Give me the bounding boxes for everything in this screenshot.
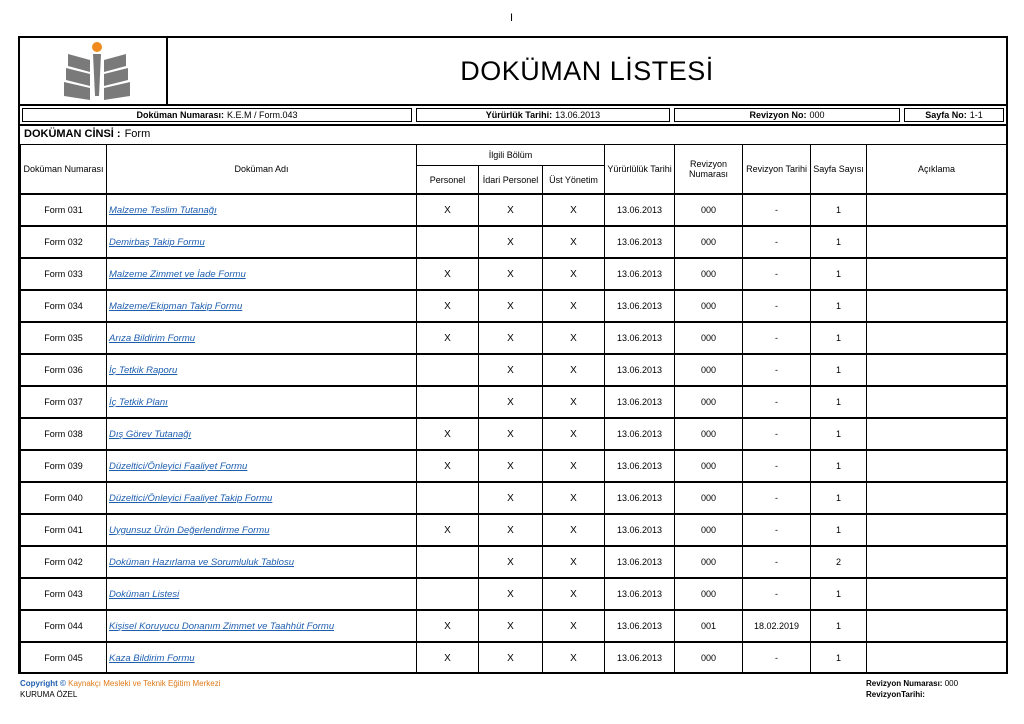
row-pages: 1 (811, 610, 867, 642)
header-rev-no: Revizyon Numarası (675, 145, 743, 195)
row-effective-date: 13.06.2013 (605, 642, 675, 674)
row-revision-date: - (743, 418, 811, 450)
row-note (867, 578, 1007, 610)
row-pages: 1 (811, 482, 867, 514)
document-link[interactable]: Demirbaş Takip Formu (109, 236, 205, 248)
doc-number-box (22, 108, 412, 122)
row-revision-no: 000 (675, 322, 743, 354)
row-pages: 1 (811, 514, 867, 546)
row-personel: X (417, 418, 479, 450)
row-code: Form 045 (21, 642, 107, 674)
row-note (867, 514, 1007, 546)
row-effective-date: 13.06.2013 (605, 578, 675, 610)
row-ust: X (543, 514, 605, 546)
document-frame (18, 36, 1008, 674)
row-effective-date: 13.06.2013 (605, 514, 675, 546)
row-name (107, 546, 417, 578)
row-idari: X (479, 546, 543, 578)
row-note (867, 386, 1007, 418)
row-ust: X (543, 610, 605, 642)
row-revision-date: - (743, 578, 811, 610)
document-link[interactable]: Malzeme Teslim Tutanağı (109, 204, 217, 216)
row-code: Form 034 (21, 290, 107, 322)
footer-left (20, 678, 220, 700)
row-idari: X (479, 258, 543, 290)
document-header (20, 38, 1006, 106)
header-dept-group: İlgili Bölüm (417, 145, 605, 166)
document-link[interactable]: İç Tetkik Planı (109, 396, 168, 408)
effective-date-label: Yürürlük Tarihi: (485, 110, 553, 120)
row-note (867, 546, 1007, 578)
row-effective-date: 13.06.2013 (605, 482, 675, 514)
row-effective-date: 13.06.2013 (605, 322, 675, 354)
row-code: Form 038 (21, 418, 107, 450)
row-effective-date: 13.06.2013 (605, 354, 675, 386)
row-idari: X (479, 290, 543, 322)
footer-rev-no-value: 000 (944, 679, 959, 688)
page-number-label: Sayfa No: (925, 110, 967, 120)
header-personel: Personel (417, 166, 479, 195)
row-idari: X (479, 450, 543, 482)
row-personel (417, 578, 479, 610)
row-revision-no: 000 (675, 226, 743, 258)
row-personel (417, 226, 479, 258)
header-idari: İdari Personel (479, 166, 543, 195)
row-note (867, 482, 1007, 514)
row-note (867, 194, 1007, 226)
row-revision-date: - (743, 546, 811, 578)
table-row (21, 354, 1007, 386)
table-row (21, 450, 1007, 482)
row-note (867, 290, 1007, 322)
table-row (21, 194, 1007, 226)
row-name (107, 642, 417, 674)
row-code: Form 044 (21, 610, 107, 642)
row-pages: 1 (811, 642, 867, 674)
row-revision-date: - (743, 290, 811, 322)
row-effective-date: 13.06.2013 (605, 290, 675, 322)
row-name (107, 450, 417, 482)
doc-number-label: Doküman Numarası: (136, 110, 224, 120)
document-link[interactable]: Kişisel Koruyucu Donanım Zimmet ve Taahhüt Formu (109, 620, 335, 632)
row-personel (417, 386, 479, 418)
row-revision-no: 000 (675, 258, 743, 290)
row-ust: X (543, 642, 605, 674)
row-note (867, 450, 1007, 482)
row-personel: X (417, 258, 479, 290)
row-ust: X (543, 258, 605, 290)
header-doc-no: Doküman Numarası (21, 145, 107, 195)
row-revision-no: 000 (675, 578, 743, 610)
row-note (867, 642, 1007, 674)
row-pages: 1 (811, 450, 867, 482)
row-revision-date: 18.02.2019 (743, 610, 811, 642)
row-name (107, 386, 417, 418)
row-code: Form 041 (21, 514, 107, 546)
row-code: Form 043 (21, 578, 107, 610)
table-row (21, 322, 1007, 354)
row-revision-no: 000 (675, 642, 743, 674)
row-revision-date: - (743, 226, 811, 258)
row-idari: X (479, 386, 543, 418)
row-note (867, 418, 1007, 450)
row-name (107, 418, 417, 450)
table-row (21, 546, 1007, 578)
row-pages: 1 (811, 322, 867, 354)
row-revision-no: 000 (675, 482, 743, 514)
row-revision-date: - (743, 194, 811, 226)
document-link[interactable]: Dış Görev Tutanağı (109, 428, 192, 440)
row-pages: 1 (811, 290, 867, 322)
row-personel: X (417, 322, 479, 354)
row-note (867, 354, 1007, 386)
row-effective-date: 13.06.2013 (605, 258, 675, 290)
row-code: Form 039 (21, 450, 107, 482)
restriction-text: KURUMA ÖZEL (20, 690, 78, 699)
row-name (107, 610, 417, 642)
row-effective-date: 13.06.2013 (605, 386, 675, 418)
row-revision-date: - (743, 354, 811, 386)
row-idari: X (479, 418, 543, 450)
row-ust: X (543, 194, 605, 226)
row-code: Form 035 (21, 322, 107, 354)
info-bar (20, 106, 1006, 126)
header-note: Açıklama (867, 145, 1007, 195)
row-pages: 1 (811, 386, 867, 418)
row-code: Form 036 (21, 354, 107, 386)
copyright-text: Copyright © (20, 679, 66, 688)
row-ust: X (543, 482, 605, 514)
row-pages: 1 (811, 194, 867, 226)
row-code: Form 040 (21, 482, 107, 514)
table-row (21, 418, 1007, 450)
row-revision-date: - (743, 514, 811, 546)
row-ust: X (543, 418, 605, 450)
footer-rev-no-label: Revizyon Numarası: (866, 679, 943, 688)
row-revision-no: 000 (675, 546, 743, 578)
row-personel: X (417, 610, 479, 642)
footer-right (866, 678, 958, 700)
doc-type-label: DOKÜMAN CİNSİ : (24, 128, 121, 140)
row-personel: X (417, 290, 479, 322)
row-idari: X (479, 226, 543, 258)
row-name (107, 482, 417, 514)
row-effective-date: 13.06.2013 (605, 418, 675, 450)
document-link[interactable]: Uygunsuz Ürün Değerlendirme Formu (109, 524, 270, 536)
row-revision-date: - (743, 322, 811, 354)
row-idari: X (479, 610, 543, 642)
doc-type (24, 128, 150, 140)
row-personel: X (417, 194, 479, 226)
doc-number-value: K.E.M / Form.043 (227, 110, 298, 120)
row-ust: X (543, 290, 605, 322)
doc-type-value: Form (124, 128, 151, 140)
row-revision-date: - (743, 482, 811, 514)
row-code: Form 037 (21, 386, 107, 418)
row-effective-date: 13.06.2013 (605, 194, 675, 226)
row-code: Form 033 (21, 258, 107, 290)
row-idari: X (479, 482, 543, 514)
table-row (21, 482, 1007, 514)
document-link[interactable]: Kaza Bildirim Formu (109, 652, 195, 664)
page-number-box (904, 108, 1004, 122)
row-revision-date: - (743, 642, 811, 674)
row-idari: X (479, 354, 543, 386)
table-row (21, 258, 1007, 290)
row-name (107, 258, 417, 290)
effective-date-value: 13.06.2013 (555, 110, 601, 120)
row-idari: X (479, 642, 543, 674)
row-note (867, 322, 1007, 354)
row-revision-no: 000 (675, 514, 743, 546)
row-revision-no: 000 (675, 194, 743, 226)
row-idari: X (479, 578, 543, 610)
row-revision-date: - (743, 386, 811, 418)
row-effective-date: 13.06.2013 (605, 546, 675, 578)
row-revision-date: - (743, 258, 811, 290)
row-ust: X (543, 546, 605, 578)
revision-box (674, 108, 900, 122)
row-name (107, 514, 417, 546)
header-rev-date: Revizyon Tarihi (743, 145, 811, 195)
row-name (107, 354, 417, 386)
row-pages: 1 (811, 258, 867, 290)
page-title: DOKÜMAN LİSTESİ (460, 55, 714, 86)
table-row (21, 514, 1007, 546)
row-effective-date: 13.06.2013 (605, 226, 675, 258)
logo (20, 38, 168, 104)
row-code: Form 032 (21, 226, 107, 258)
document-link[interactable]: Doküman Hazırlama ve Sorumluluk Tablosu (109, 556, 294, 568)
revision-label: Revizyon No: (749, 110, 807, 120)
row-note (867, 258, 1007, 290)
row-personel (417, 482, 479, 514)
effective-date-box (416, 108, 670, 122)
document-link[interactable]: Arıza Bildirim Formu (109, 332, 196, 344)
row-personel: X (417, 450, 479, 482)
row-code: Form 031 (21, 194, 107, 226)
row-personel (417, 354, 479, 386)
header-pages: Sayfa Sayısı (811, 145, 867, 195)
table-row (21, 226, 1007, 258)
table-row (21, 642, 1007, 674)
row-effective-date: 13.06.2013 (605, 610, 675, 642)
row-revision-no: 000 (675, 450, 743, 482)
revision-value: 000 (809, 110, 825, 120)
row-revision-no: 000 (675, 354, 743, 386)
row-personel (417, 546, 479, 578)
document-link[interactable]: İç Tetkik Raporu (109, 364, 178, 376)
row-note (867, 610, 1007, 642)
document-link[interactable]: Düzeltici/Önleyici Faaliyet Takip Formu (109, 492, 273, 504)
row-revision-no: 000 (675, 386, 743, 418)
document-link[interactable]: Malzeme Zimmet ve İade Formu (109, 268, 246, 280)
row-pages: 1 (811, 354, 867, 386)
top-mark: I (510, 12, 514, 24)
row-revision-date: - (743, 450, 811, 482)
header-effective: Yürürlülük Tarihi (605, 145, 675, 195)
row-idari: X (479, 322, 543, 354)
row-effective-date: 13.06.2013 (605, 450, 675, 482)
row-code: Form 042 (21, 546, 107, 578)
row-revision-no: 001 (675, 610, 743, 642)
document-table (20, 144, 1007, 674)
row-name (107, 322, 417, 354)
row-pages: 1 (811, 578, 867, 610)
row-revision-no: 000 (675, 290, 743, 322)
row-idari: X (479, 514, 543, 546)
header-ust: Üst Yönetim (543, 166, 605, 195)
row-revision-no: 000 (675, 418, 743, 450)
row-ust: X (543, 322, 605, 354)
row-personel: X (417, 514, 479, 546)
table-row (21, 610, 1007, 642)
document-link[interactable]: Düzeltici/Önleyici Faaliyet Formu (109, 460, 248, 472)
row-ust: X (543, 386, 605, 418)
document-link[interactable]: Doküman Listesi (109, 588, 180, 600)
row-pages: 2 (811, 546, 867, 578)
row-note (867, 226, 1007, 258)
row-name (107, 578, 417, 610)
table-row (21, 386, 1007, 418)
page-number-value: 1-1 (969, 110, 983, 120)
row-ust: X (543, 354, 605, 386)
row-ust: X (543, 450, 605, 482)
header-doc-name: Doküman Adı (107, 145, 417, 195)
row-ust: X (543, 226, 605, 258)
row-idari: X (479, 194, 543, 226)
row-ust: X (543, 578, 605, 610)
row-name (107, 226, 417, 258)
row-pages: 1 (811, 226, 867, 258)
row-name (107, 290, 417, 322)
row-pages: 1 (811, 418, 867, 450)
footer-rev-date-label: RevizyonTarihi: (866, 690, 925, 699)
row-name (107, 194, 417, 226)
row-personel: X (417, 642, 479, 674)
document-link[interactable]: Malzeme/Ekipman Takip Formu (109, 300, 243, 312)
book-logo-icon (20, 38, 166, 104)
organization-name: Kaynakçı Mesleki ve Teknik Eğitim Merkezi (68, 679, 221, 688)
table-row (21, 290, 1007, 322)
table-row (21, 578, 1007, 610)
